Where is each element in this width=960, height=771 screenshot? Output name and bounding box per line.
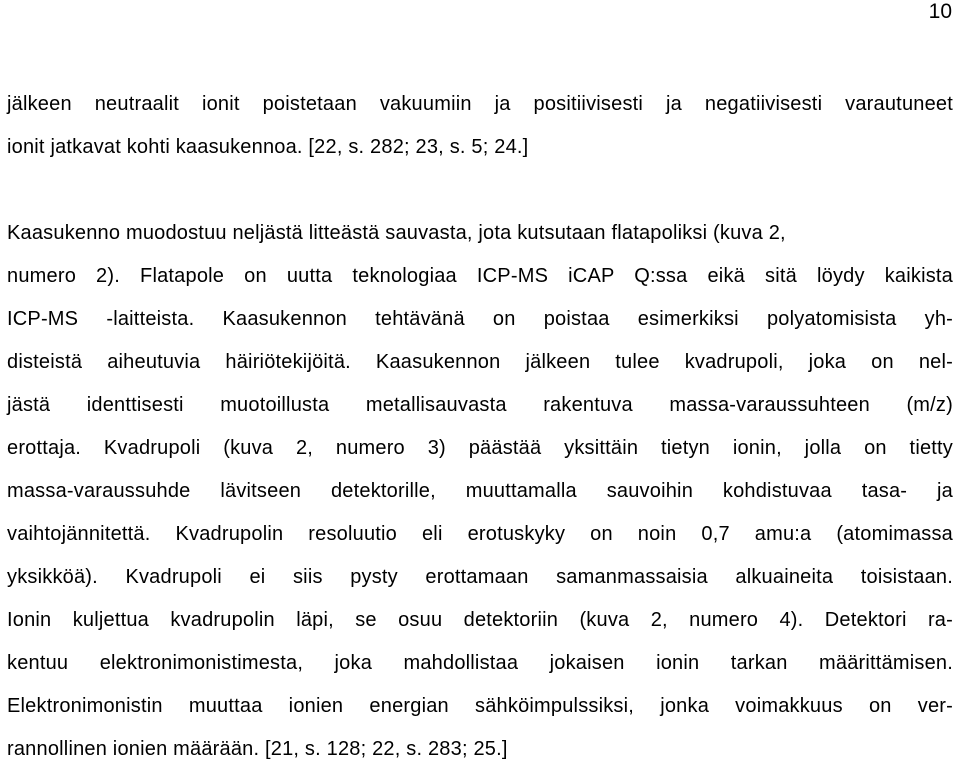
text-line: jälkeen neutraalit ionit poistetaan vakuumiin ja positiivisesti ja negatiivisesti varautuneet — [7, 93, 953, 115]
text-line: ICP-MS -laitteista. Kaasukennon tehtävänä on poistaa esimerkiksi polyatomisista yh- — [7, 308, 953, 330]
text-line: vaihtojännitettä. Kvadrupolin resoluutio eli erotuskyky on noin 0,7 amu:a (atomimassa — [7, 523, 953, 545]
text-line: kentuu elektronimonistimesta, joka mahdollistaa jokaisen ionin tarkan määrittämisen. — [7, 652, 953, 674]
page-number: 10 — [928, 0, 952, 23]
paragraph-ion-transfer — [7, 83, 953, 169]
paragraph-collision-cell-quadrupole — [7, 212, 953, 771]
text-line: massa-varaussuhde lävitseen detektorille, muuttamalla sauvoihin kohdistuvaa tasa- ja — [7, 480, 953, 502]
text-line: Elektronimonistin muuttaa ionien energian sähköimpulssiksi, jonka voimakkuus on ver- — [7, 695, 953, 717]
text-line: numero 2). Flatapole on uutta teknologiaa ICP-MS iCAP Q:ssa eikä sitä löydy kaikista — [7, 265, 953, 287]
text-line: erottaja. Kvadrupoli (kuva 2, numero 3) päästää yksittäin tietyn ionin, jolla on tietty — [7, 437, 953, 459]
text-line: jästä identtisesti muotoillusta metallisauvasta rakentuva massa-varaussuhteen (m/z) — [7, 394, 953, 416]
text-line: Ionin kuljettua kvadrupolin läpi, se osuu detektoriin (kuva 2, numero 4). Detektori ra- — [7, 609, 953, 631]
text-line: rannollinen ionien määrään. [21, s. 128; 22, s. 283; 25.] — [7, 738, 508, 760]
text-line: disteistä aiheutuvia häiriötekijöitä. Kaasukennon jälkeen tulee kvadrupoli, joka on nel- — [7, 351, 953, 373]
text-line: ionit jatkavat kohti kaasukennoa. [22, s. 282; 23, s. 5; 24.] — [7, 136, 529, 158]
text-line: yksikköä). Kvadrupoli ei siis pysty erottamaan samanmassaisia alkuaineita toisistaan. — [7, 566, 953, 588]
text-line: Kaasukenno muodostuu neljästä litteästä sauvasta, jota kutsutaan flatapoliksi (kuva 2, — [7, 222, 786, 244]
